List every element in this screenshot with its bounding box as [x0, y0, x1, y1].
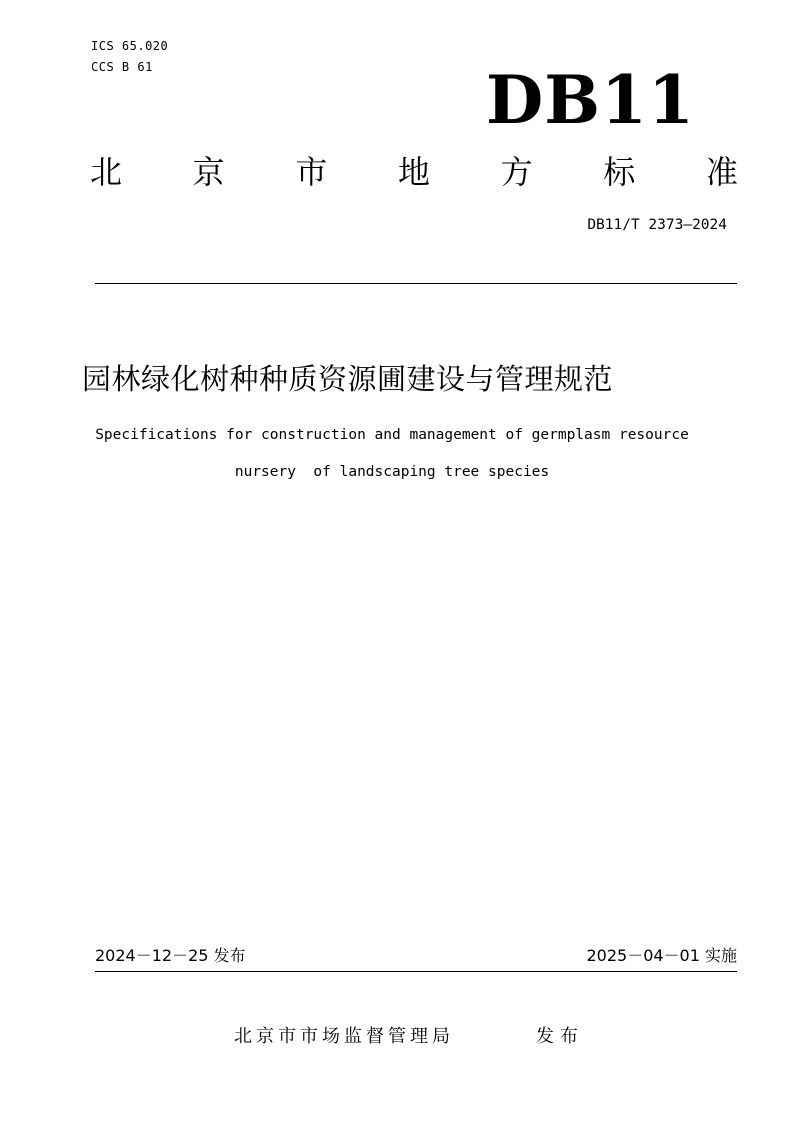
- publisher-name: 北京市市场监督管理局: [234, 1026, 454, 1047]
- standard-type-char: 地: [397, 153, 430, 191]
- db11-logo: DB11: [486, 61, 695, 139]
- standard-type-char: 市: [295, 153, 328, 191]
- top-divider: [95, 283, 737, 284]
- standard-type-heading: [90, 150, 738, 194]
- standard-type-char: 标: [603, 153, 636, 191]
- implement-date: 2025－04－01 实施: [586, 946, 737, 965]
- standard-type-char: 方: [500, 153, 533, 191]
- date-row: [95, 945, 737, 967]
- issue-date: 2024－12－25 发布: [95, 946, 246, 965]
- title-chinese: 园林绿化树种种质资源圃建设与管理规范: [82, 362, 614, 396]
- bottom-divider: [95, 971, 737, 972]
- ics-code: ICS 65.020: [91, 39, 169, 53]
- ccs-code: CCS B 61: [91, 60, 153, 74]
- standard-type-char: 京: [192, 153, 225, 191]
- standard-code: DB11/T 2373—2024: [587, 217, 727, 233]
- title-english-line-2: nursery of landscaping tree species: [234, 464, 550, 480]
- standard-type-char: 准: [705, 153, 738, 191]
- standard-type-char: 北: [90, 153, 123, 191]
- title-english-line-1: Specifications for construction and management of germplasm resource: [95, 427, 689, 443]
- publish-label: 发布: [536, 1026, 584, 1047]
